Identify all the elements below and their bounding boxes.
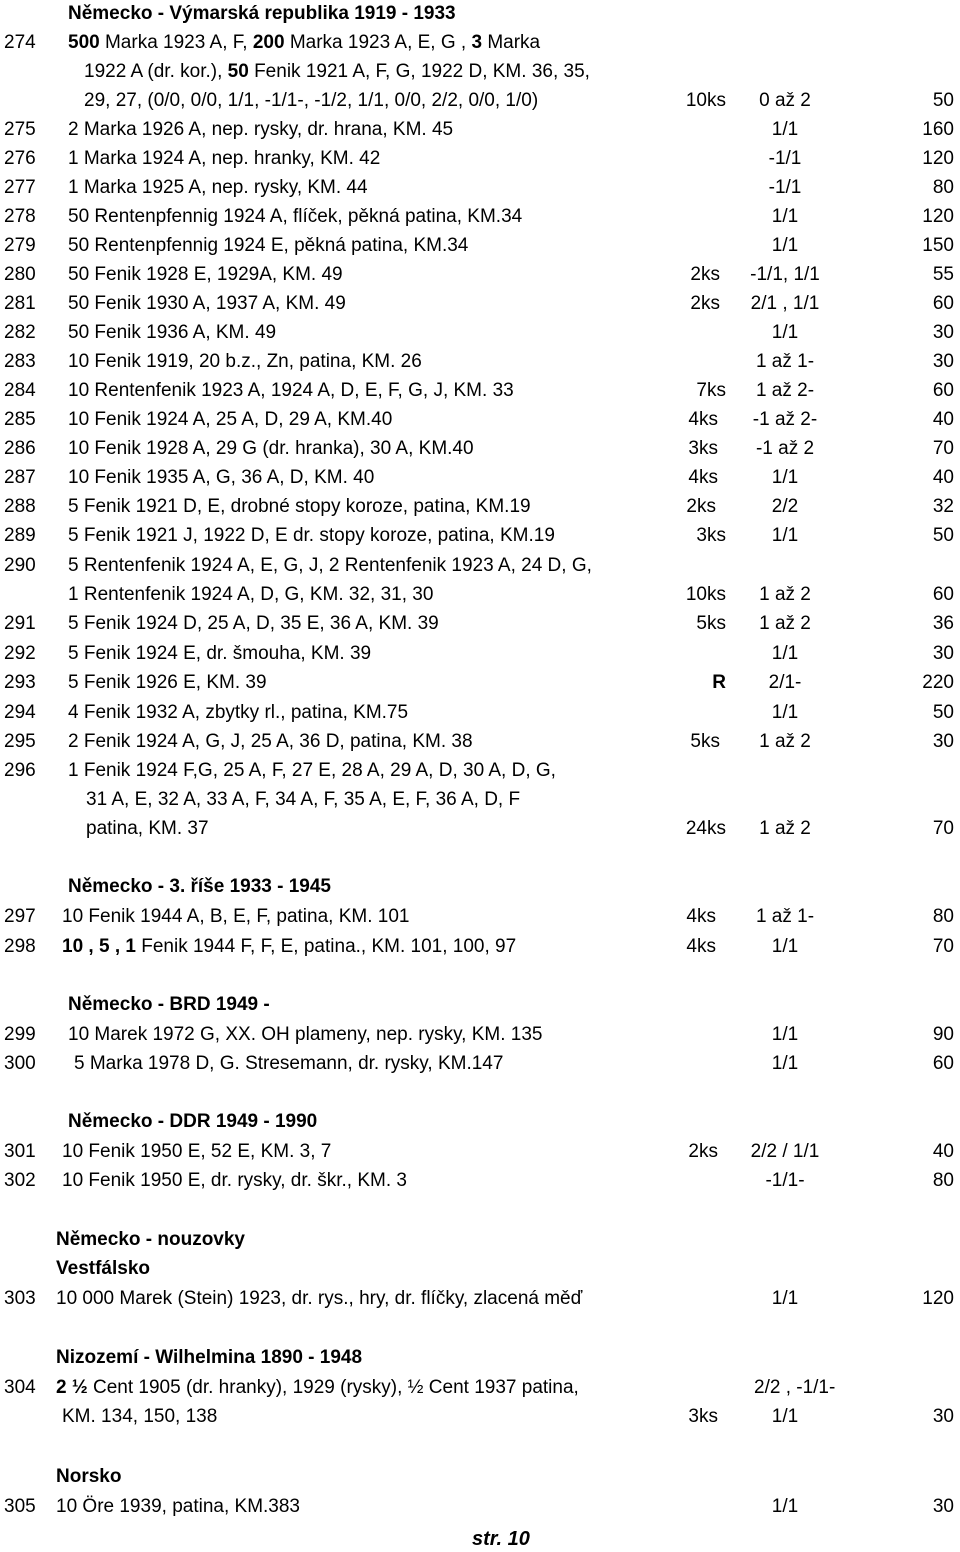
section-title bbox=[0, 1464, 960, 1490]
item-quantity: 4ks bbox=[686, 936, 716, 957]
item-price: 60 bbox=[932, 293, 954, 314]
catalog-item-304-line2 bbox=[0, 1404, 960, 1430]
item-quantity: 5ks bbox=[696, 613, 726, 634]
item-condition: 0 až 2 bbox=[759, 90, 811, 111]
item-number: 294 bbox=[4, 702, 36, 723]
catalog-item-274 bbox=[0, 30, 960, 56]
catalog-item-298 bbox=[0, 934, 960, 960]
item-description: 10 Fenik 1928 A, 29 G (dr. hranka), 30 A, KM.40 bbox=[68, 438, 474, 459]
catalog-item-280 bbox=[0, 262, 960, 288]
item-condition: 1 až 2 bbox=[759, 613, 811, 634]
item-description: 10 000 Marek (Stein) 1923, dr. rys., hry, dr. flíčky, zlacená měď bbox=[56, 1288, 583, 1309]
item-number: 284 bbox=[4, 380, 36, 401]
item-price: 70 bbox=[932, 438, 954, 459]
item-description: 1 Fenik 1924 F,G, 25 A, F, 27 E, 28 A, 29 A, D, 30 A, D, G, bbox=[68, 760, 556, 781]
item-description: 5 Fenik 1921 J, 1922 D, E dr. stopy koroze, patina, KM.19 bbox=[68, 525, 555, 546]
item-number: 274 bbox=[4, 32, 36, 53]
item-condition: 1/1 bbox=[771, 235, 799, 256]
item-quantity: 24ks bbox=[685, 818, 726, 839]
catalog-item-281 bbox=[0, 291, 960, 317]
item-description: 5 Fenik 1926 E, KM. 39 bbox=[68, 672, 267, 693]
item-price: 40 bbox=[932, 409, 954, 430]
catalog-item-295 bbox=[0, 729, 960, 755]
catalog-item-287 bbox=[0, 465, 960, 491]
item-number: 289 bbox=[4, 525, 36, 546]
catalog-item-292 bbox=[0, 641, 960, 667]
item-number: 279 bbox=[4, 235, 36, 256]
section-title bbox=[0, 1227, 960, 1253]
catalog-item-293 bbox=[0, 670, 960, 696]
item-condition: 1 až 1- bbox=[755, 906, 815, 927]
catalog-item-283 bbox=[0, 349, 960, 375]
item-description: KM. 134, 150, 138 bbox=[62, 1406, 218, 1427]
item-number: 282 bbox=[4, 322, 36, 343]
item-condition: 1/1 bbox=[771, 322, 799, 343]
catalog-item-299 bbox=[0, 1022, 960, 1048]
item-price: 40 bbox=[932, 467, 954, 488]
item-description: 10 Fenik 1950 E, dr. rysky, dr. škr., KM. 3 bbox=[62, 1170, 407, 1191]
item-price: 120 bbox=[922, 206, 954, 227]
item-price: 120 bbox=[922, 148, 954, 169]
item-condition: 1 až 2 bbox=[759, 584, 811, 605]
item-description: 29, 27, (0/0, 0/0, 1/1, -1/1-, -1/2, 1/1, 0/0, 2/2, 0/0, 1/0) bbox=[84, 90, 539, 111]
catalog-item-297 bbox=[0, 904, 960, 930]
item-description: 10 Rentenfenik 1923 A, 1924 A, D, E, F, G, J, KM. 33 bbox=[68, 380, 514, 401]
catalog-item-296 bbox=[0, 758, 960, 784]
section-title bbox=[0, 992, 960, 1018]
item-number: 287 bbox=[4, 467, 36, 488]
item-price: 30 bbox=[932, 351, 954, 372]
item-quantity: 4ks bbox=[686, 906, 716, 927]
item-price: 70 bbox=[932, 936, 954, 957]
item-description: 31 A, E, 32 A, 33 A, F, 34 A, F, 35 A, E, F, 36 A, D, F bbox=[86, 789, 521, 810]
item-number: 286 bbox=[4, 438, 36, 459]
item-price: 120 bbox=[922, 1288, 954, 1309]
item-description: 500 Marka 1923 A, F, 200 Marka 1923 A, E, G , 3 Marka bbox=[68, 32, 541, 53]
item-price: 80 bbox=[932, 1170, 954, 1191]
item-number: 283 bbox=[4, 351, 36, 372]
catalog-item-290-line2 bbox=[0, 582, 960, 608]
catalog-item-278 bbox=[0, 204, 960, 230]
section-title-text: Německo - DDR 1949 - 1990 bbox=[68, 1111, 318, 1132]
item-description: 5 Rentenfenik 1924 A, E, G, J, 2 Rentenfenik 1923 A, 24 D, G, bbox=[68, 555, 592, 576]
item-condition: 2/2 / 1/1 bbox=[750, 1141, 820, 1162]
item-quantity: 10ks bbox=[685, 584, 726, 605]
item-price: 30 bbox=[932, 643, 954, 664]
catalog-item-289 bbox=[0, 523, 960, 549]
item-price: 70 bbox=[932, 818, 954, 839]
item-condition: 2/1 , 1/1 bbox=[750, 293, 820, 314]
item-condition: 1/1 bbox=[771, 643, 799, 664]
item-number: 302 bbox=[4, 1170, 36, 1191]
item-price: 80 bbox=[932, 177, 954, 198]
item-description: 1 Marka 1925 A, nep. rysky, KM. 44 bbox=[68, 177, 368, 198]
catalog-item-279 bbox=[0, 233, 960, 259]
item-number: 293 bbox=[4, 672, 36, 693]
catalog-item-282 bbox=[0, 320, 960, 346]
item-price: 30 bbox=[932, 1496, 954, 1517]
catalog-item-290 bbox=[0, 553, 960, 579]
item-quantity: 3ks bbox=[696, 525, 726, 546]
catalog-item-302 bbox=[0, 1168, 960, 1194]
item-price: 30 bbox=[932, 1406, 954, 1427]
item-condition: 2/1- bbox=[768, 672, 802, 693]
section-title bbox=[0, 1109, 960, 1135]
item-number: 305 bbox=[4, 1496, 36, 1517]
item-condition: 2/2 , -1/1- bbox=[754, 1377, 836, 1398]
item-quantity: 4ks bbox=[688, 409, 718, 430]
item-description: 1 Marka 1924 A, nep. hranky, KM. 42 bbox=[68, 148, 381, 169]
item-condition: 1/1 bbox=[771, 467, 799, 488]
item-description: 2 Fenik 1924 A, G, J, 25 A, 36 D, patina, KM. 38 bbox=[68, 731, 473, 752]
section-subtitle bbox=[0, 1256, 960, 1282]
item-price: 36 bbox=[932, 613, 954, 634]
catalog-item-301 bbox=[0, 1139, 960, 1165]
item-number: 275 bbox=[4, 119, 36, 140]
section-title bbox=[0, 874, 960, 900]
section-title bbox=[0, 1345, 960, 1371]
item-price: 60 bbox=[932, 1053, 954, 1074]
catalog-item-303 bbox=[0, 1286, 960, 1312]
item-number: 288 bbox=[4, 496, 36, 517]
catalog-item-274-line3 bbox=[0, 88, 960, 114]
item-price: 160 bbox=[922, 119, 954, 140]
item-condition: 1/1 bbox=[771, 936, 799, 957]
item-quantity: 2ks bbox=[690, 264, 720, 285]
item-description: 50 Fenik 1930 A, 1937 A, KM. 49 bbox=[68, 293, 346, 314]
catalog-item-294 bbox=[0, 700, 960, 726]
item-price: 90 bbox=[932, 1024, 954, 1045]
item-number: 298 bbox=[4, 936, 36, 957]
item-number: 301 bbox=[4, 1141, 36, 1162]
item-condition: -1/1, 1/1 bbox=[750, 264, 820, 285]
item-description: 5 Fenik 1921 D, E, drobné stopy koroze, patina, KM.19 bbox=[68, 496, 531, 517]
item-condition: 1 až 2- bbox=[755, 380, 815, 401]
item-description: patina, KM. 37 bbox=[86, 818, 209, 839]
catalog-item-305 bbox=[0, 1494, 960, 1520]
item-price: 32 bbox=[932, 496, 954, 517]
section-title bbox=[0, 1, 960, 27]
item-description: 1922 A (dr. kor.), 50 Fenik 1921 A, F, G, 1922 D, KM. 36, 35, bbox=[84, 61, 590, 82]
item-description: 10 Fenik 1935 A, G, 36 A, D, KM. 40 bbox=[68, 467, 375, 488]
item-condition: 1/1 bbox=[771, 1053, 799, 1074]
item-condition: 1 až 1- bbox=[755, 351, 815, 372]
item-price: 30 bbox=[932, 731, 954, 752]
item-number: 278 bbox=[4, 206, 36, 227]
item-price: 50 bbox=[932, 702, 954, 723]
item-number: 297 bbox=[4, 906, 36, 927]
item-condition: 1/1 bbox=[771, 1406, 799, 1427]
item-price: 80 bbox=[932, 906, 954, 927]
catalog-item-304 bbox=[0, 1375, 960, 1401]
item-price: 150 bbox=[922, 235, 954, 256]
item-condition: 1/1 bbox=[771, 206, 799, 227]
catalog-item-291 bbox=[0, 611, 960, 637]
item-condition: 2/2 bbox=[771, 496, 799, 517]
item-condition: 1/1 bbox=[771, 1496, 799, 1517]
item-quantity: 5ks bbox=[690, 731, 720, 752]
item-number: 304 bbox=[4, 1377, 36, 1398]
item-description: 1 Rentenfenik 1924 A, D, G, KM. 32, 31, 30 bbox=[68, 584, 434, 605]
catalog-item-288 bbox=[0, 494, 960, 520]
item-price: 220 bbox=[922, 672, 954, 693]
item-price: 50 bbox=[932, 90, 954, 111]
item-price: 30 bbox=[932, 322, 954, 343]
item-description: 10 Fenik 1924 A, 25 A, D, 29 A, KM.40 bbox=[68, 409, 393, 430]
item-condition: 1/1 bbox=[771, 702, 799, 723]
item-condition: -1 až 2- bbox=[752, 409, 818, 430]
item-condition: 1 až 2 bbox=[759, 731, 811, 752]
item-quantity: 2ks bbox=[688, 1141, 718, 1162]
item-description: 50 Rentenpfennig 1924 E, pěkná patina, KM.34 bbox=[68, 235, 469, 256]
item-condition: -1 až 2 bbox=[755, 438, 815, 459]
item-description: 10 Fenik 1950 E, 52 E, KM. 3, 7 bbox=[62, 1141, 332, 1162]
item-quantity: 3ks bbox=[688, 1406, 718, 1427]
item-description: 5 Marka 1978 D, G. Stresemann, dr. rysky, KM.147 bbox=[74, 1053, 504, 1074]
item-number: 291 bbox=[4, 613, 36, 634]
catalog-item-284 bbox=[0, 378, 960, 404]
catalog-item-286 bbox=[0, 436, 960, 462]
section-title-text: Vestfálsko bbox=[56, 1258, 150, 1279]
item-description: 50 Fenik 1936 A, KM. 49 bbox=[68, 322, 277, 343]
item-description: 2 Marka 1926 A, nep. rysky, dr. hrana, KM. 45 bbox=[68, 119, 454, 140]
item-number: 299 bbox=[4, 1024, 36, 1045]
item-description: 10 Marek 1972 G, XX. OH plameny, nep. rysky, KM. 135 bbox=[68, 1024, 543, 1045]
item-description: 5 Fenik 1924 E, dr. šmouha, KM. 39 bbox=[68, 643, 372, 664]
item-number: 303 bbox=[4, 1288, 36, 1309]
item-number: 290 bbox=[4, 555, 36, 576]
item-condition: -1/1- bbox=[765, 1170, 805, 1191]
catalog-item-276 bbox=[0, 146, 960, 172]
item-condition: -1/1 bbox=[768, 177, 802, 198]
item-condition: -1/1 bbox=[768, 148, 802, 169]
catalog-item-277 bbox=[0, 175, 960, 201]
item-condition: 1 až 2 bbox=[759, 818, 811, 839]
item-quantity: 2ks bbox=[686, 496, 716, 517]
item-price: 50 bbox=[932, 525, 954, 546]
item-description: 2 ½ Cent 1905 (dr. hranky), 1929 (rysky), ½ Cent 1937 patina, bbox=[56, 1377, 579, 1398]
catalog-item-274-line2 bbox=[0, 59, 960, 85]
catalog-item-300 bbox=[0, 1051, 960, 1077]
item-number: 295 bbox=[4, 731, 36, 752]
catalog-item-275 bbox=[0, 117, 960, 143]
item-description: 10 Fenik 1919, 20 b.z., Zn, patina, KM. 26 bbox=[68, 351, 422, 372]
item-price: 40 bbox=[932, 1141, 954, 1162]
item-description: 50 Fenik 1928 E, 1929A, KM. 49 bbox=[68, 264, 343, 285]
item-description: 50 Rentenpfennig 1924 A, flíček, pěkná patina, KM.34 bbox=[68, 206, 523, 227]
item-quantity: 4ks bbox=[688, 467, 718, 488]
page-number: str. 10 bbox=[472, 1528, 530, 1550]
item-number: 285 bbox=[4, 409, 36, 430]
item-quantity: 2ks bbox=[690, 293, 720, 314]
item-condition: 1/1 bbox=[771, 525, 799, 546]
item-number: 292 bbox=[4, 643, 36, 664]
item-number: 277 bbox=[4, 177, 36, 198]
item-rarity: R bbox=[712, 672, 726, 693]
item-number: 281 bbox=[4, 293, 36, 314]
section-title-text: Nizozemí - Wilhelmina 1890 - 1948 bbox=[56, 1347, 363, 1368]
catalog-item-296-line3 bbox=[0, 816, 960, 842]
item-condition: 1/1 bbox=[771, 1024, 799, 1045]
catalog-item-296-line2 bbox=[0, 787, 960, 813]
section-title-text: Německo - nouzovky bbox=[56, 1229, 245, 1250]
section-title-text: Německo - 3. říše 1933 - 1945 bbox=[68, 876, 332, 897]
item-number: 296 bbox=[4, 760, 36, 781]
item-description: 10 Öre 1939, patina, KM.383 bbox=[56, 1496, 300, 1517]
item-description: 4 Fenik 1932 A, zbytky rl., patina, KM.75 bbox=[68, 702, 409, 723]
item-condition: 1/1 bbox=[771, 119, 799, 140]
section-title-text: Norsko bbox=[56, 1466, 122, 1487]
item-quantity: 3ks bbox=[688, 438, 718, 459]
item-number: 276 bbox=[4, 148, 36, 169]
catalog-item-285 bbox=[0, 407, 960, 433]
item-price: 60 bbox=[932, 584, 954, 605]
item-quantity: 7ks bbox=[696, 380, 726, 401]
item-quantity: 10ks bbox=[685, 90, 726, 111]
item-price: 55 bbox=[932, 264, 954, 285]
item-number: 280 bbox=[4, 264, 36, 285]
item-description: 10 Fenik 1944 A, B, E, F, patina, KM. 101 bbox=[62, 906, 410, 927]
item-price: 60 bbox=[932, 380, 954, 401]
item-number: 300 bbox=[4, 1053, 36, 1074]
section-title-text: Německo - BRD 1949 - bbox=[68, 994, 270, 1015]
item-description: 10 , 5 , 1 Fenik 1944 F, F, E, patina., KM. 101, 100, 97 bbox=[62, 936, 517, 957]
item-description: 5 Fenik 1924 D, 25 A, D, 35 E, 36 A, KM. 39 bbox=[68, 613, 439, 634]
item-condition: 1/1 bbox=[771, 1288, 799, 1309]
section-title-text: Německo - Výmarská republika 1919 - 1933 bbox=[68, 3, 456, 24]
